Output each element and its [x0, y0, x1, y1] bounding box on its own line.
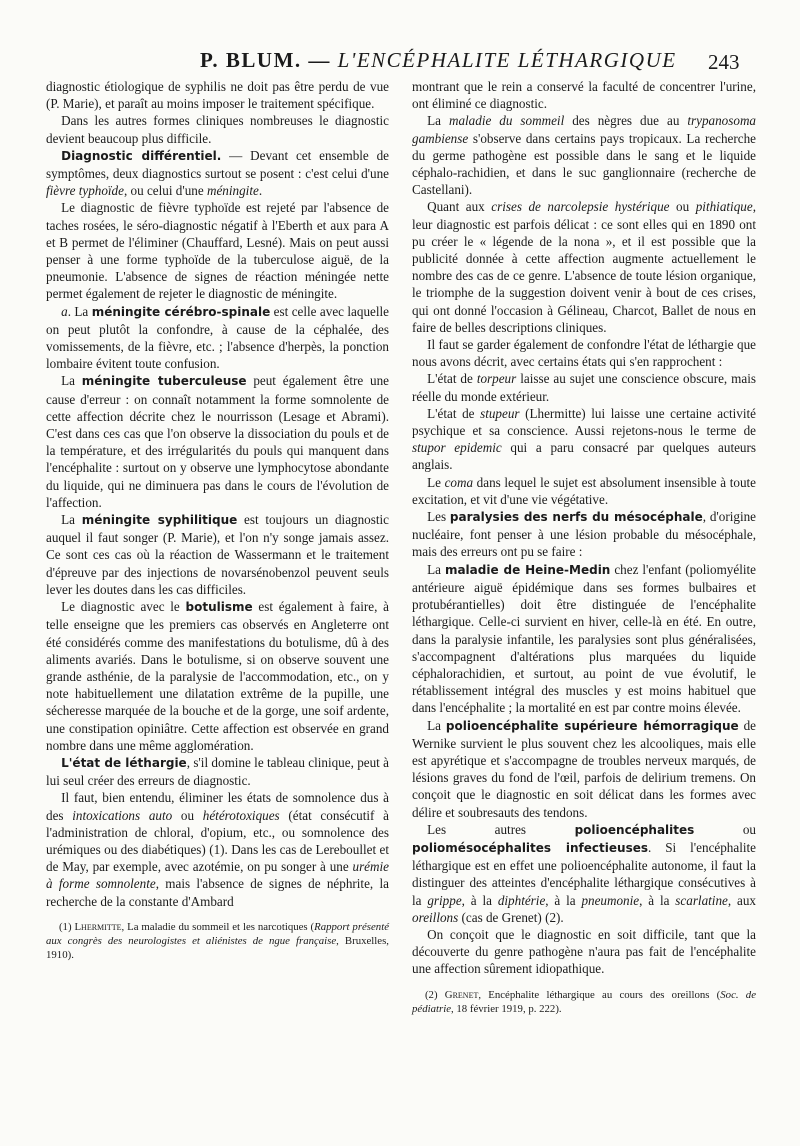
bold-term: méningite tuberculeuse	[81, 374, 247, 389]
footnote: (1) Lhermitte, La maladie du sommeil et les narcotiques (Rapport présenté aux congrès des neurologistes et aliénistes de ngue française, Bruxelles, 1910).	[46, 920, 389, 961]
bold-term: maladie de Heine-Medin	[444, 562, 611, 577]
paragraph: diagnostic étiologique de syphilis ne doit pas être perdu de vue (P. Marie), et paraît au moins imposer le traitement spécifique.	[46, 79, 389, 112]
running-head-author: P. BLUM. —	[200, 48, 338, 72]
paragraph: La polioencéphalite supérieure hémorragique de Wernike survient le plus souvent chez les alcooliques, mais elle est apyrétique et s'accompagne de troubles nerveux marqués, de lésions graves du fond de l'œil, parfois de delirium tremens. On conçoit que le diagnostic en soit délicat dans les formes avec délire et soubresauts des tendons.	[412, 717, 756, 820]
bold-term: polioencéphalite supérieure hémorragique	[445, 718, 739, 733]
left-column	[46, 78, 389, 962]
footnotes	[46, 920, 389, 962]
bold-term: paralysies des nerfs du mésocéphale	[449, 510, 703, 525]
bold-term: L'état de léthargie	[61, 755, 187, 770]
paragraph: Quant aux crises de narcolepsie hystérique ou pithiatique, leur diagnostic est parfois délicat : ce sont elles qui en 1890 ont pu créer le « légende de la nona », et il est possible que la publicité donnée à cette affection augmente actuellement le nombre des cas de ce genre. L'absence de toute lésion organique, le triomphe de la suggestion doivent venir à bout de ces crises, qui ont donné l'occasion à Gélineau, Charcot, Ballet de nous en faire de belles descriptions cliniques.	[412, 199, 756, 335]
paragraph: Le diagnostic de fièvre typhoïde est rejeté par l'absence de taches rosées, le séro-diagnostic négatif à l'Eberth et aux para A et B permet de l'éliminer (Chauffard, Lesné). Mais on peut aussi penser à une forme typhoïde de la tuberculose aiguë, de la pneumonie. L'absence de signes de réaction méningée nette permet également de rejeter le diagnostic de méningite.	[46, 200, 389, 302]
footnotes	[412, 988, 756, 1016]
paragraph: Le diagnostic avec le botulisme est également à faire, à telle enseigne que les premiers cas observés en Angleterre ont été considérés comme des manifestations du botulisme, dû à des aliments avariés. Dans le botulisme, si on observe souvent une grande asthénie, de la paralysie de l'accommodation, etc., on y note habituellement une dilatation extrême de la pupille, une sécheresse marquée de la bouche et de la gorge, une soif ardente, une constipation opiniâtre. Cette affection est observée en grand nombre dans une même agglomération.	[46, 599, 389, 753]
paragraph: Les autres polioencéphalites ou poliomésocéphalites infectieuses. Si l'encéphalite léthargique est en effet une polioencéphalite autonome, il faut la distinguer des atteintes d'encéphalite léthargique consécutives à la grippe, à la diphtérie, à la pneumonie, à la scarlatine, aux oreillons (cas de Grenet) (2).	[412, 821, 756, 925]
paragraph: La maladie de Heine-Medin chez l'enfant (poliomyélite antérieure aiguë épidémique dans ses formes bulbaires et protubérantielles) doit être distinguée de l'encéphalite léthargique. Celle-ci survient en hiver, celle-là en été. En outre, dans la paralysie infantile, les paralysies sont plus généralisées, s'accompagnent d'altérations plus marquées du liquide céphalorachidien, et surtout, au point de vue évolutif, le rétablissement intégral des muscles y est moins habituel que dans l'encéphalite ; la mortalité en est par contre moins élevée.	[412, 561, 756, 716]
paragraph: montrant que le rein a conservé la faculté de concentrer l'urine, ont éliminé ce diagnostic.	[412, 79, 756, 112]
running-head-title: L'ENCÉPHALITE LÉTHARGIQUE	[337, 48, 677, 72]
bold-term: poliomésocéphalites infectieuses	[412, 840, 648, 855]
footnote: (2) Grenet, Encéphalite léthargique au cours des oreillons (Soc. de pédiatrie, 18 février 1919, p. 222).	[412, 988, 756, 1015]
section-heading: Diagnostic différentiel.	[61, 148, 222, 163]
page-header	[0, 48, 800, 76]
paragraph: Il faut se garder également de confondre l'état de léthargie que nous avons décrit, avec certains états qui s'en rapprochent :	[412, 337, 756, 370]
paragraph: La méningite syphilitique est toujours un diagnostic auquel il faut songer (P. Marie), et l'on n'y songe jamais assez. Ce sont ces cas où la réaction de Wassermann et le traitement d'épreuve par des injections de novarsénobenzol peuvent seuls lever les doutes dans les cas difficiles.	[46, 512, 390, 597]
paragraph: La maladie du sommeil des nègres due au trypanosoma gambiense s'observe dans certains pays tropicaux. La recherche du germe pathogène est possible dans le sang et le liquide céphalo-rachidien, et dans le suc ganglionnaire (recherche de Castellani).	[412, 113, 756, 198]
right-column	[412, 78, 756, 1016]
bold-term: botulisme	[185, 600, 253, 615]
paragraph: a. La méningite cérébro-spinale est celle avec laquelle on peut plutôt la confondre, à cause de la céphalée, des vomissements, de la fièvre, etc. ; l'absence d'herpès, la ponction lombaire évitent toute confusion.	[46, 303, 390, 372]
paragraph: La méningite tuberculeuse peut également être une cause d'erreur : on connaît notamment la forme somnolente de cette affection décrite chez le nourrisson (Lesage et Abrami). C'est dans ces cas que l'on observe la dissociation du pouls et de la température, et des irrégularités du pouls qui manquent dans l'encéphalite : surtout on y observe une lymphocytose abondante du liquide, qui ne diminuera pas dans le cours de l'évolution de l'affection.	[46, 373, 389, 510]
bold-term: polioencéphalites	[574, 822, 695, 837]
paragraph: Diagnostic différentiel. — Devant cet ensemble de symptômes, deux diagnostics surtout se posent : c'est celui d'une fièvre typhoïde, ou celui d'une méningite.	[46, 147, 389, 199]
paragraph: Dans les autres formes cliniques nombreuses le diagnostic devient beaucoup plus difficile.	[46, 113, 389, 146]
paragraph: On conçoit que le diagnostic en soit difficile, tant que la découverte du genre pathogène n'aura pas fait de l'encéphalite une affection sûrement idiopathique.	[412, 926, 756, 977]
paragraph: L'état de torpeur laisse au sujet une conscience obscure, mais réelle du monde extérieur.	[412, 371, 756, 404]
page-number: 243	[708, 50, 740, 74]
paragraph: Le coma dans lequel le sujet est absolument insensible à toute excitation, et vit d'une vie végétative.	[412, 474, 756, 507]
bold-term: méningite syphilitique	[81, 513, 238, 528]
paragraph: Les paralysies des nerfs du mésocéphale, d'origine nucléaire, font penser à une lésion probable du mésocéphale, mais des erreurs ont pu se faire :	[412, 509, 756, 560]
paragraph: Il faut, bien entendu, éliminer les états de somnolence dus à des intoxications auto ou hétérotoxiques (état consécutif à l'administration de chloral, d'opium, etc., ou somnolence des urémiques ou des diabétiques) (1). Dans les cas de Lereboullet et de May, par exemple, avec azotémie, on pu songer à une urémie à forme somnolente, mais l'absence de signes de néphrite, la recherche de la constante d'Ambard	[46, 790, 389, 909]
paragraph: L'état de stupeur (Lhermitte) lui laisse une certaine activité psychique et sa conscience. Aussi rejetons-nous le terme de stupor epidemic qui a paru consacré par quelques auteurs anglais.	[412, 405, 756, 473]
running-head	[200, 48, 677, 73]
paragraph: L'état de léthargie, s'il domine le tableau clinique, peut à lui seul créer des erreurs de diagnostic.	[46, 754, 389, 789]
bold-term: méningite cérébro-spinale	[91, 304, 271, 319]
